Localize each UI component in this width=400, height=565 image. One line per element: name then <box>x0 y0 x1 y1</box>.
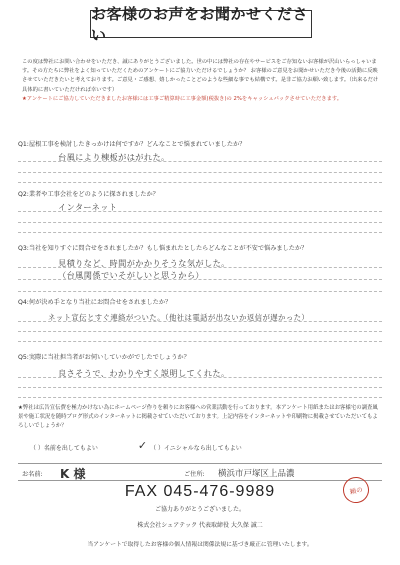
consent-options <box>30 439 370 452</box>
page-title: お客様のお声をお聞かせください <box>90 10 312 38</box>
answer-1: 台風により棟板がはがれた。 <box>58 152 170 162</box>
option-initials[interactable] <box>137 439 242 452</box>
question-1-label: Q1:屋根工事を検討したきっかけは何ですか？どんなことで悩まれていましたか？ <box>18 141 246 148</box>
publication-consent-text <box>18 404 382 432</box>
question-4-label: Q4:何が決め手となり当社にお問合せをされましたか？ <box>18 299 172 306</box>
intro-paragraph: この度は弊社にお問い合わせをいただき、誠にありがとうございました。世の中には弊社の存在やサービスをご存知ないお客様が沢山いらっしゃいます。その方たちに弊社をよく知っていただくためのアンケートにご協力いただけるでしょうか？ お客様のご意見をお聞かせいただき今後の活動に反映させていただきたいと考えております。ご意見・ご感想、嬉しかったことどのような些細な事でも結構です。是非ご協力お願い致します。（出来るだけ具体的に書いていただければ幸いです） <box>22 59 379 93</box>
question-5-label: Q5:実際に当社担当者がお伺いしていかがでしたでしょうか？ <box>18 354 190 361</box>
answer-line <box>18 377 382 378</box>
question-5 <box>18 352 382 396</box>
option-full-name[interactable] <box>30 443 98 452</box>
answer-line <box>18 331 382 332</box>
answer-5: 良さそうで、わかりやすく説明してくれた。 <box>58 368 230 378</box>
customer-info-row <box>18 463 382 481</box>
thanks-text: ご協力ありがとうございました。 <box>154 506 245 513</box>
cashback-note: ★アンケートにご協力していただきましたお客様には工事ご精算時に工事金額(税抜き)の 2%をキャッシュバックさせていただきます。 <box>22 95 343 102</box>
answer-line <box>18 321 382 322</box>
answer-line <box>18 182 382 183</box>
intro-text <box>22 58 382 104</box>
answer-3-line1: 見積りなど、時間がかかりそうな気がした。 <box>58 258 230 268</box>
question-2-label: Q2:業者や工事会社をどのように探されましたか？ <box>18 191 159 198</box>
option-initials-label: （ ）イニシャルなら出してもよい <box>150 445 242 452</box>
answer-2: インターネット <box>58 202 118 212</box>
company-info: 株式会社シェアテック 代表取締役 大久保 誠二 <box>137 522 263 529</box>
answer-line <box>18 397 382 398</box>
privacy-notice: 当アンケートで取得したお客様の個人情報は関係法規に基づき厳正に管理いたします。 <box>87 542 313 548</box>
answer-line <box>18 172 382 173</box>
answer-line <box>18 341 382 342</box>
question-3 <box>18 243 382 293</box>
fax-number: FAX 045-476-9989 <box>124 483 276 500</box>
answer-line <box>18 387 382 388</box>
name-value: K 様 <box>60 467 86 481</box>
answer-line <box>18 279 382 280</box>
answer-line <box>18 267 382 268</box>
question-1 <box>18 139 382 183</box>
answer-line <box>18 222 382 223</box>
address-value: 横浜市戸塚区上品濃 <box>218 469 295 479</box>
check-icon: ✓ <box>137 439 148 452</box>
seal-stamp-icon: 頼の <box>341 475 372 506</box>
answer-4: ネット宣伝とすぐ連絡がついた。（他社は電話が出ないか返信が遅かった） <box>48 313 310 322</box>
question-3-label: Q3:当社を知りすぐに問合せをされましたか？もし悩まれたとしたらどんなことが不安で悩みましたか？ <box>18 245 308 252</box>
option-full-name-label: （ ）名前を出してもよい <box>30 445 98 452</box>
address-label: ご住所: <box>184 471 205 478</box>
consent-paragraph: ★弊社は広告宣伝費を極力かけない為にホームページ作りを頼りにお客様への営業活動を行っております。本アンケート用紙またはお客様宅の調査風景や施工状況を随時ブログ形式のインターネットに掲載させていただいております。上記内容をインターネットや印刷物に掲載させていただいてもよろしいでしょうか？ <box>18 405 378 430</box>
question-4 <box>18 297 382 341</box>
question-2 <box>18 189 382 233</box>
name-label: お名前: <box>22 471 43 478</box>
answer-line <box>18 291 382 292</box>
answer-3-line2: （台風関係でいそがしいと思うから） <box>58 270 204 280</box>
answer-line <box>18 211 382 212</box>
answer-line <box>18 232 382 233</box>
answer-line <box>18 161 382 162</box>
